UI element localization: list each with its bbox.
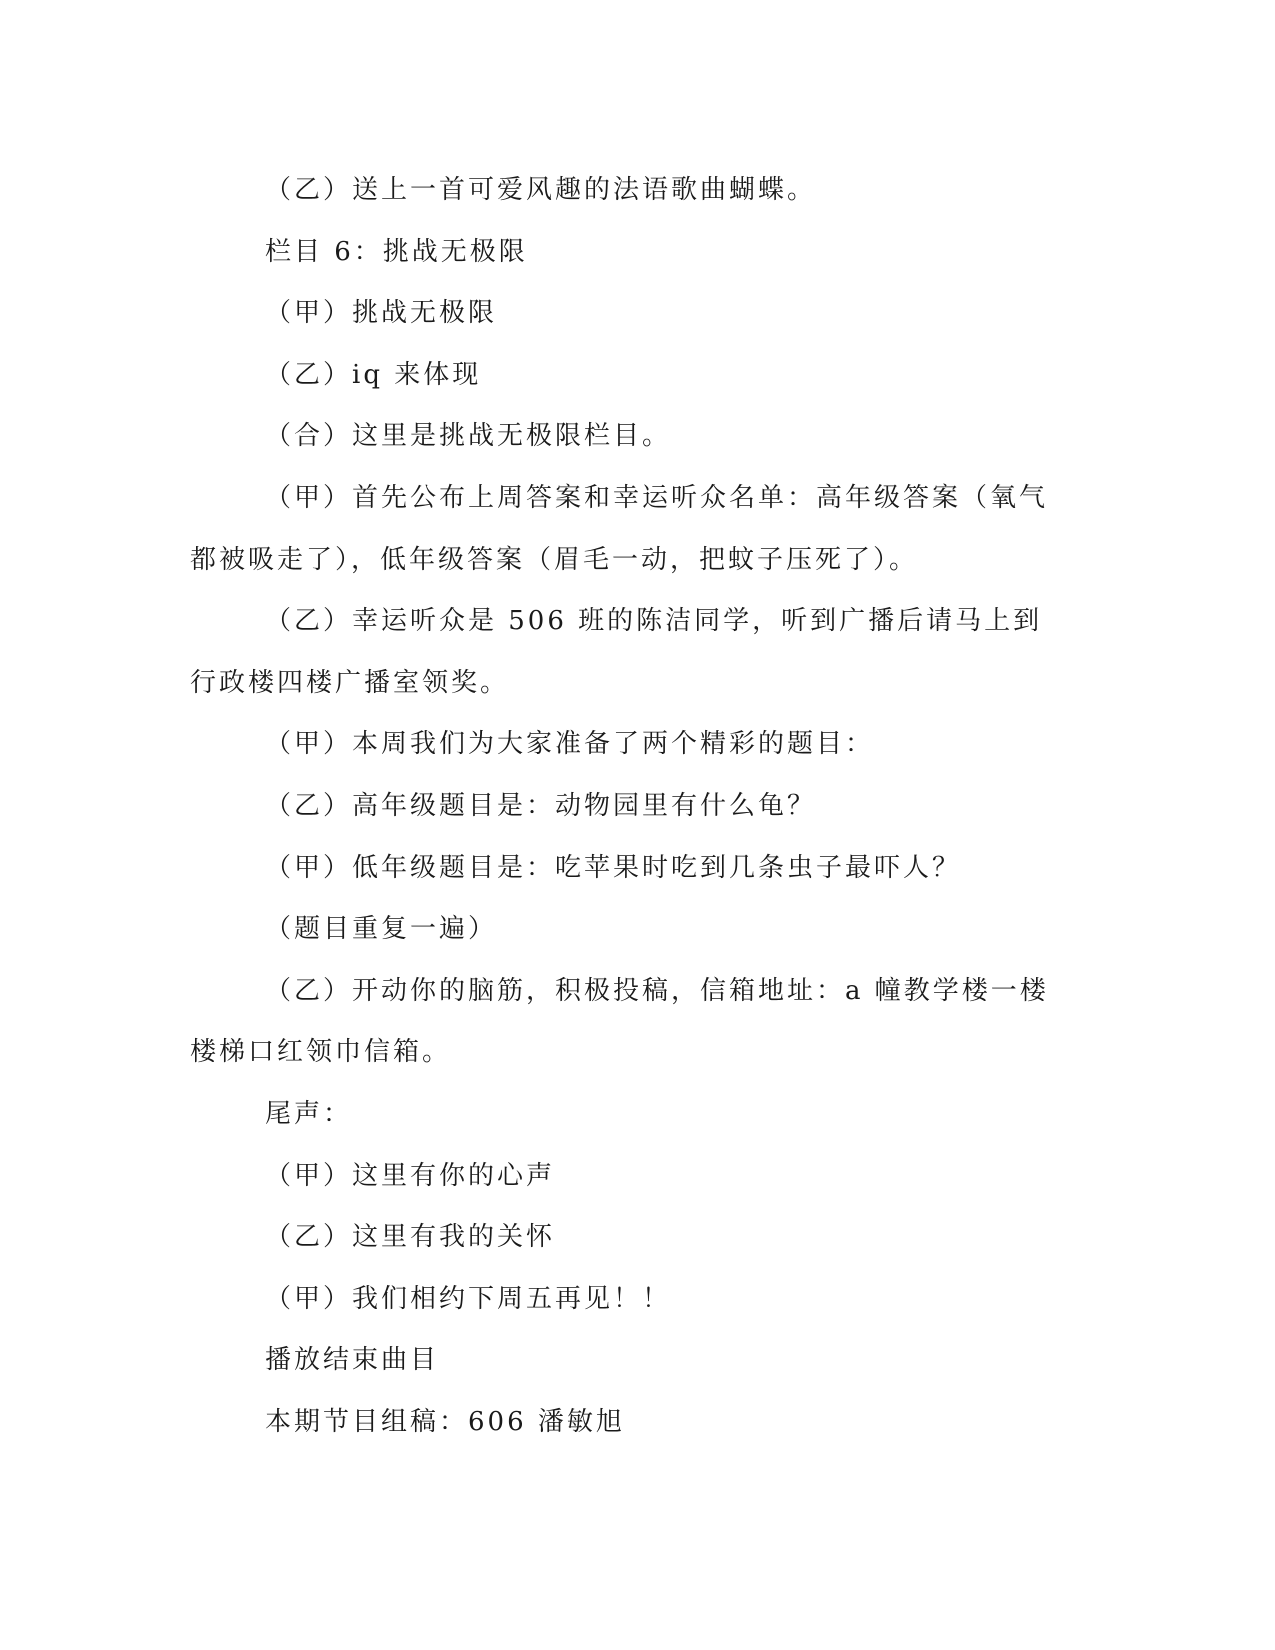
paragraph-this-week-intro: （甲）本周我们为大家准备了两个精彩的题目：: [265, 729, 875, 760]
paragraph-challenge-jia: （甲）挑战无极限: [265, 298, 498, 329]
paragraph-junior-question: （甲）低年级题目是：吃苹果时吃到几条虫子最吓人？: [265, 852, 962, 883]
paragraph-farewell: （甲）我们相约下周五再见！！: [265, 1283, 672, 1314]
section-heading-ending: 尾声：: [265, 1098, 353, 1129]
paragraph-ending-jia: （甲）这里有你的心声: [265, 1160, 556, 1191]
paragraph-ending-yi: （乙）这里有我的关怀: [265, 1222, 556, 1253]
paragraph-song-intro: （乙）送上一首可爱风趣的法语歌曲蝴蝶。: [265, 175, 817, 205]
paragraph-repeat-note: （题目重复一遍）: [265, 914, 498, 945]
paragraph-senior-question: （乙）高年级题目是：动物园里有什么龟？: [265, 790, 817, 821]
paragraph-mailbox-address: （乙）开动你的脑筋，积极投稿，信箱地址：a 幢教学楼一楼楼梯口红领巾信箱。: [190, 975, 1049, 1068]
paragraph-closing-music: 播放结束曲目: [265, 1345, 440, 1376]
paragraph-lucky-listener: （乙）幸运听众是 506 班的陈洁同学，听到广播后请马上到行政楼四楼广播室领奖。: [190, 606, 1043, 698]
paragraph-challenge-together: （合）这里是挑战无极限栏目。: [265, 421, 672, 452]
paragraph-credits: 本期节目组稿：606 潘敏旭: [265, 1406, 625, 1437]
paragraph-last-week-answers: （甲）首先公布上周答案和幸运听众名单：高年级答案（氧气都被吸走了），低年级答案（眉毛一动，把蚊子压死了）。: [190, 482, 1049, 575]
paragraph-challenge-yi: （乙）iq 来体现: [265, 359, 482, 390]
document-body: [190, 160, 1070, 1453]
section-heading-challenge: 栏目 6：挑战无极限: [265, 236, 528, 267]
